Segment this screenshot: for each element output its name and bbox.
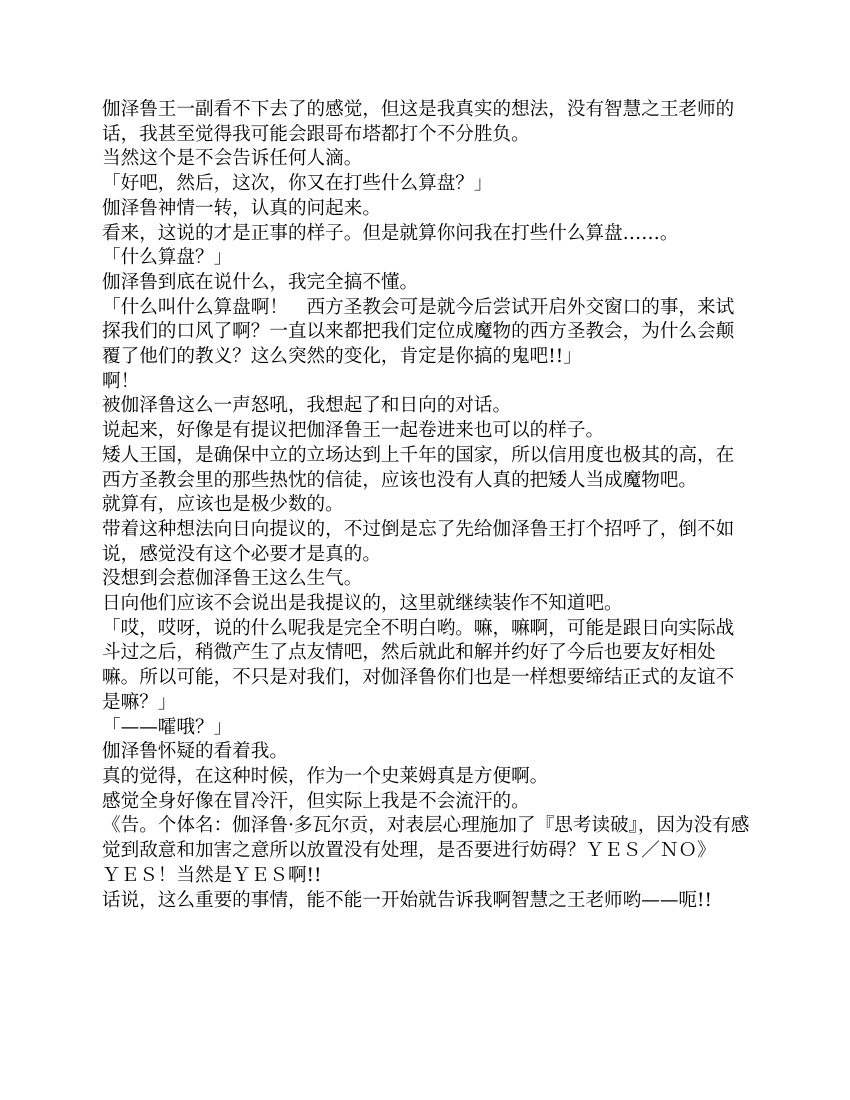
paragraph: 就算有，应该也是极少数的。 [102,494,344,516]
paragraph: 「哎，哎呀，说的什么呢我是完全不明白哟。嘛，嘛啊，可能是跟日向实际战斗过之后，稍微产生了点友情吧，然后就此和解并约好了今后也要友好相处嘛。所以可能，不只是对我们，对伽泽鲁你们也是一样想要缔结正式的友谊不是嘛？」 [102,617,735,713]
paragraph: 啊！ [102,370,140,392]
paragraph: 看来，这说的才是正事的样子。但是就算你问我在打些什么算盘……。 [102,222,679,244]
paragraph: ＹＥＳ！当然是ＹＥＳ啊!! [102,864,322,886]
paragraph: 「什么算盘？」 [102,247,233,269]
paragraph: 说起来，好像是有提议把伽泽鲁王一起卷进来也可以的样子。 [102,420,605,442]
paragraph: 感觉全身好像在冒冷汗，但实际上我是不会流汗的。 [102,790,530,812]
paragraph: 矮人王国，是确保中立的立场达到上千年的国家，所以信用度也极其的高，在西方圣教会里的那些热忱的信徒，应该也没有人真的把矮人当成魔物吧。 [102,444,735,491]
paragraph: 「什么叫什么算盘啊！ 西方圣教会可是就今后尝试开启外交窗口的事，来试探我们的口风了啊？一直以来都把我们定位成魔物的西方圣教会，为什么会颠覆了他们的教义？这么突然的变化，肯定是你搞的鬼吧!!」 [102,296,735,368]
paragraph: 「好吧，然后，这次，你又在打些什么算盘？」 [102,173,493,195]
paragraph: 被伽泽鲁这么一声怒吼，我想起了和日向的对话。 [102,395,512,417]
paragraph: 《告。个体名：伽泽鲁·多瓦尔贡，对表层心理施加了『思考读破』，因为没有感觉到敌意和加害之意所以放置没有处理，是否要进行妨碍？ＹＥＳ／ＮＯ》 [102,815,750,862]
paragraph: 伽泽鲁王一副看不下去了的感觉，但这是我真实的想法，没有智慧之王老师的话，我甚至觉得我可能会跟哥布塔都打个不分胜负。 [102,99,735,145]
paragraph: 伽泽鲁到底在说什么，我完全搞不懂。 [102,271,419,293]
paragraph: 伽泽鲁怀疑的看着我。 [102,741,288,763]
paragraph: 伽泽鲁神情一转，认真的问起来。 [102,197,381,219]
paragraph: 当然这个是不会告诉任何人滴。 [102,148,363,170]
paragraph: 没想到会惹伽泽鲁王这么生气。 [102,568,363,590]
paragraph: 话说，这么重要的事情，能不能一开始就告诉我啊智慧之王老师哟——呃!! [102,889,712,911]
paragraph: 带着这种想法向日向提议的，不过倒是忘了先给伽泽鲁王打个招呼了，倒不如说，感觉没有这个必要才是真的。 [102,518,735,565]
paragraph: 「——嚯哦？」 [102,716,233,738]
paragraph: 日向他们应该不会说出是我提议的，这里就继续装作不知道吧。 [102,593,623,615]
paragraph: 真的觉得，在这种时候，作为一个史莱姆真是方便啊。 [102,765,549,787]
document-body [102,98,750,913]
